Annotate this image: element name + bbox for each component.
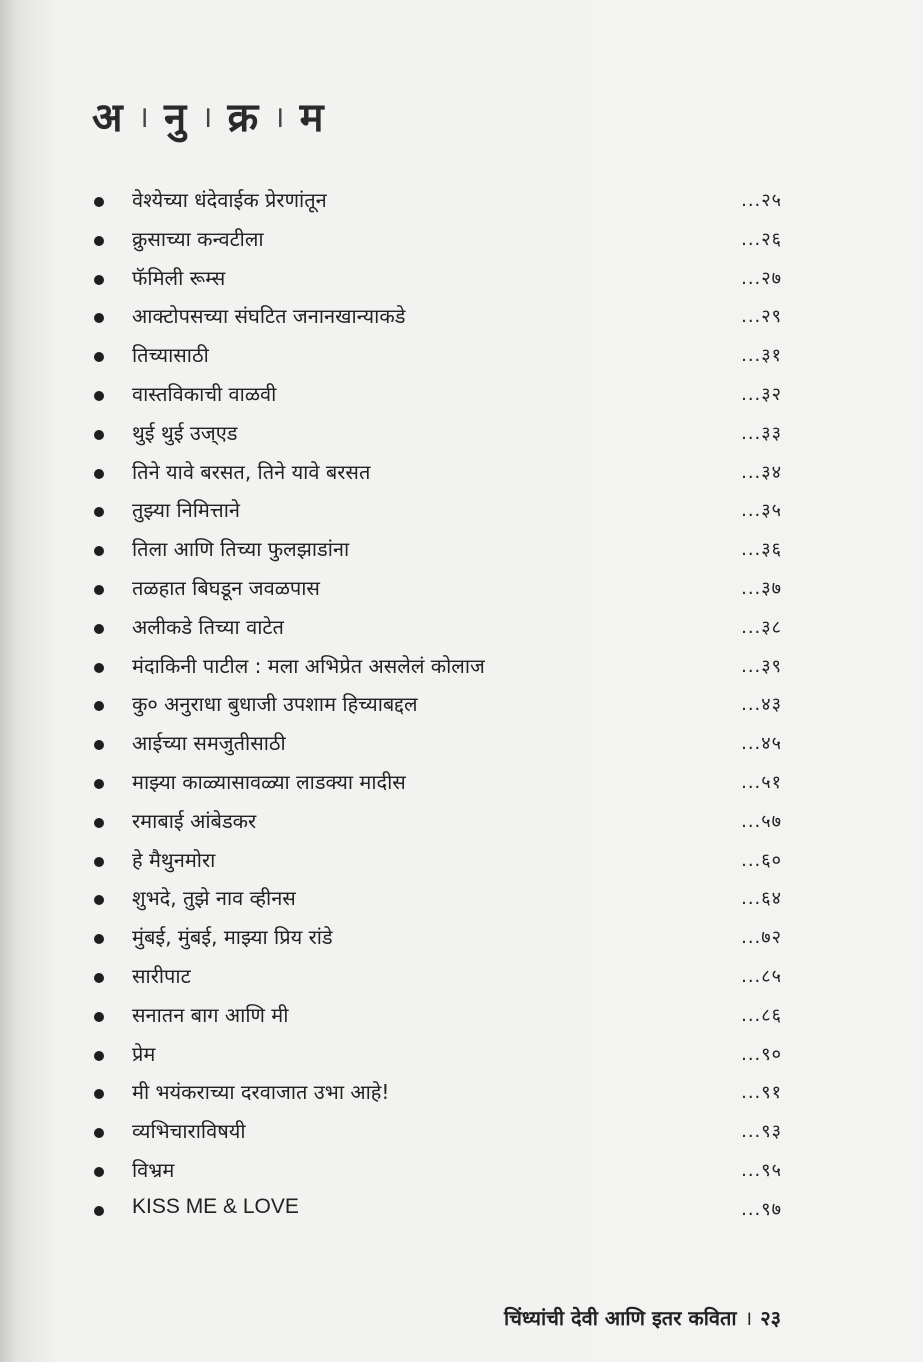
toc-entry-title: आईच्या समजुतीसाठी [132, 731, 286, 756]
bullet-icon [94, 1167, 104, 1177]
footer-book-title: चिंध्यांची देवी आणि इतर कविता [504, 1306, 737, 1330]
bullet-icon [94, 275, 104, 285]
toc-entry [92, 533, 782, 572]
toc-entry-title: थुई थुई उज्एड [132, 420, 238, 445]
bullet-icon [94, 546, 104, 556]
toc-entry [92, 417, 782, 456]
toc-entry-page: ...४५ [741, 733, 782, 755]
toc-entry-title: तिने यावे बरसत, तिने यावे बरसत [132, 459, 371, 484]
bullet-icon [94, 1089, 104, 1099]
bullet-icon [94, 469, 104, 479]
toc-entry-title: मंदाकिनी पाटील : मला अभिप्रेत असलेलं कोलाज [132, 653, 485, 678]
toc-entry [92, 339, 782, 378]
title-letter: म [299, 95, 325, 141]
toc-entry-page: ...९७ [741, 1198, 782, 1220]
toc-entry-page: ...३६ [741, 539, 782, 561]
bullet-icon [94, 701, 104, 711]
toc-entry-page: ...३७ [741, 577, 782, 599]
bullet-icon [94, 1051, 104, 1061]
title-letter: क्र [227, 95, 260, 141]
toc-entry-title: तुझ्या निमित्ताने [132, 498, 240, 523]
table-of-contents [92, 184, 782, 1232]
toc-entry-page: ...८५ [741, 965, 782, 987]
toc-entry-page: ...९० [741, 1043, 782, 1065]
toc-entry [92, 1076, 782, 1115]
toc-entry-title: तिच्यासाठी [132, 343, 209, 368]
footer-page-number: २३ [760, 1306, 781, 1330]
toc-entry-title: क्रुसाच्या कन्वटीला [132, 226, 264, 251]
toc-entry-title: विभ्रम [132, 1157, 175, 1182]
toc-entry-title: हे मैथुनमोरा [132, 847, 216, 872]
page-footer [504, 1304, 781, 1331]
bullet-icon [94, 391, 104, 401]
toc-entry [92, 378, 782, 417]
bullet-icon [94, 779, 104, 789]
toc-entry [92, 805, 782, 844]
toc-entry-page: ...२५ [741, 190, 782, 211]
bullet-icon [94, 430, 104, 440]
toc-entry [92, 1115, 782, 1154]
bullet-icon [94, 585, 104, 595]
toc-entry [92, 727, 782, 766]
title-separator: । [201, 100, 214, 135]
toc-entry-page: ...५१ [741, 771, 782, 793]
toc-entry [92, 611, 782, 650]
toc-entry-page: ...२७ [741, 267, 782, 289]
toc-entry-page: ...६० [741, 849, 782, 871]
toc-entry [92, 650, 782, 689]
toc-entry-page: ...३९ [741, 655, 782, 677]
bullet-icon [94, 313, 104, 323]
toc-entry-page: ...३१ [741, 345, 782, 367]
toc-entry-page: ...९३ [741, 1121, 782, 1143]
bullet-icon [94, 857, 104, 867]
toc-entry-title: प्रेम [132, 1041, 156, 1066]
toc-entry-title: रमाबाई आंबेडकर [132, 808, 257, 833]
toc-entry-page: ...३४ [741, 461, 782, 483]
toc-entry-title: फॅमिली रूम्स [132, 265, 226, 290]
footer-separator: । [744, 1306, 753, 1330]
bullet-icon [94, 507, 104, 517]
toc-entry-title: मुंबई, मुंबई, माझ्या प्रिय रांडे [132, 925, 333, 950]
bullet-icon [94, 197, 104, 207]
toc-entry-page: ...३३ [741, 422, 782, 444]
page-title [92, 88, 325, 143]
toc-entry [92, 766, 782, 805]
toc-entry-page: ...२६ [741, 228, 782, 250]
bullet-icon [94, 663, 104, 673]
toc-entry-title: शुभदे, तुझे नाव व्हीनस [132, 886, 296, 911]
toc-entry [92, 882, 782, 921]
bullet-icon [94, 818, 104, 828]
toc-entry [92, 262, 782, 301]
toc-entry-title: वेश्येच्या धंदेवाईक प्रेरणांतून [132, 188, 327, 212]
toc-entry-page: ...९५ [741, 1159, 782, 1181]
toc-entry [92, 1038, 782, 1077]
title-letter: अ [92, 95, 124, 141]
toc-entry-title: व्यभिचाराविषयी [132, 1119, 246, 1144]
toc-entry-page: ...९१ [741, 1082, 782, 1104]
toc-entry-title: माझ्या काळ्यासावळ्या लाडक्या मादीस [132, 769, 406, 794]
toc-entry-title: KISS ME & LOVE [132, 1194, 299, 1218]
toc-entry-page: ...३२ [741, 383, 782, 405]
toc-entry [92, 456, 782, 495]
bullet-icon [94, 934, 104, 944]
toc-entry [92, 960, 782, 999]
bullet-icon [94, 1128, 104, 1138]
title-separator: । [137, 100, 150, 135]
toc-entry-page: ...७२ [741, 927, 782, 949]
toc-entry-title: आक्टोपसच्या संघटित जनानखान्याकडे [132, 304, 406, 329]
toc-entry-page: ...२९ [741, 306, 782, 328]
toc-entry [92, 999, 782, 1038]
bullet-icon [94, 1206, 104, 1216]
toc-entry [92, 688, 782, 727]
bullet-icon [94, 973, 104, 983]
bullet-icon [94, 895, 104, 905]
toc-entry [92, 223, 782, 262]
toc-entry-title: मी भयंकराच्या दरवाजात उभा आहे! [132, 1080, 390, 1105]
bullet-icon [94, 740, 104, 750]
toc-entry-title: सनातन बाग आणि मी [132, 1002, 289, 1027]
toc-entry-title: वास्तविकाची वाळवी [132, 381, 277, 406]
toc-entry [92, 300, 782, 339]
bullet-icon [94, 352, 104, 362]
toc-entry-page: ...८६ [741, 1004, 782, 1026]
toc-entry-page: ...६४ [741, 888, 782, 910]
toc-entry-page: ...४३ [741, 694, 782, 716]
toc-entry-title: अलीकडे तिच्या वाटेत [132, 614, 284, 639]
toc-entry [92, 494, 782, 533]
toc-entry [92, 184, 782, 223]
bullet-icon [94, 624, 104, 634]
toc-entry-title: तळहात बिघडून जवळपास [132, 575, 320, 600]
toc-entry [92, 1193, 782, 1232]
toc-entry [92, 844, 782, 883]
toc-entry [92, 921, 782, 960]
toc-entry [92, 572, 782, 611]
bullet-icon [94, 1012, 104, 1022]
toc-entry-page: ...५७ [741, 810, 782, 832]
toc-entry-page: ...३८ [741, 616, 782, 638]
toc-entry-page: ...३५ [741, 500, 782, 522]
title-separator: । [273, 100, 286, 135]
toc-entry-title: कु० अनुराधा बुधाजी उपशाम हिच्याबद्दल [132, 692, 418, 717]
bullet-icon [94, 236, 104, 246]
toc-entry-title: तिला आणि तिच्या फुलझाडांना [132, 537, 350, 562]
toc-entry [92, 1154, 782, 1193]
toc-entry-title: सारीपाट [132, 963, 191, 988]
title-letter: नु [163, 95, 188, 141]
